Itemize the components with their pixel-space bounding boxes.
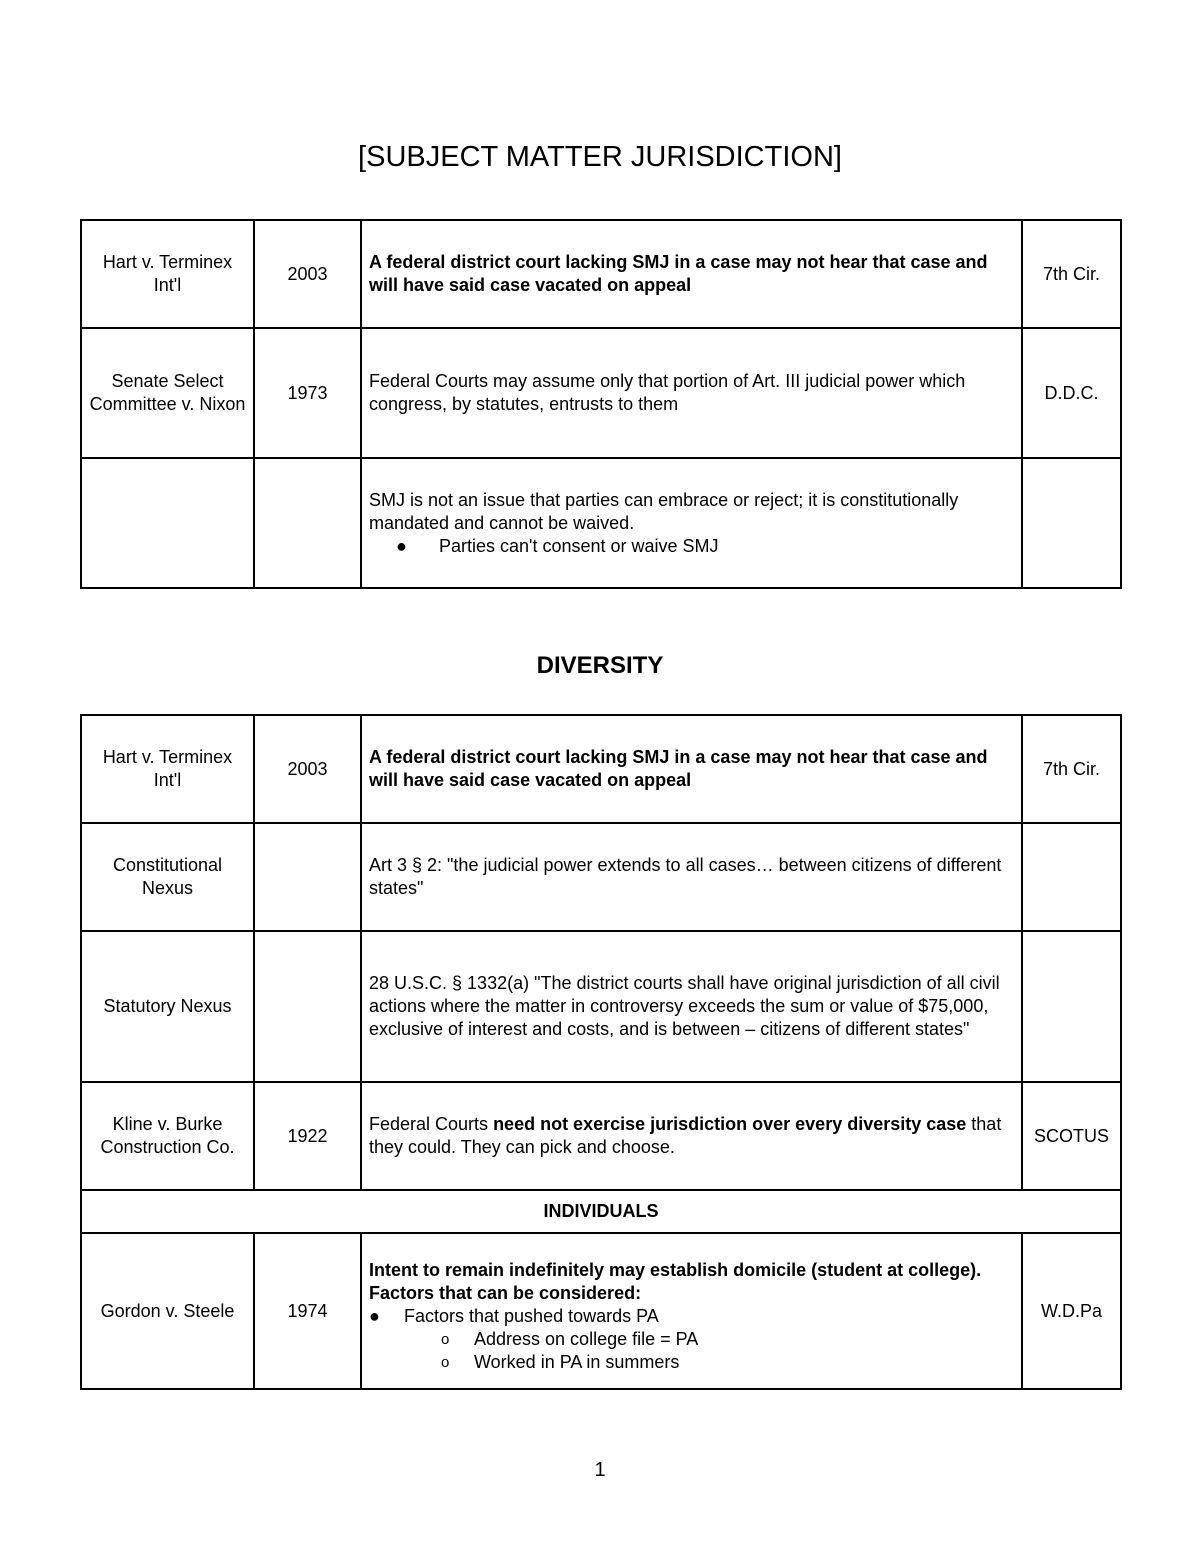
case-year: 1974 <box>254 1233 361 1389</box>
case-court: W.D.Pa <box>1022 1233 1121 1389</box>
circle-bullet-icon: o <box>441 1330 450 1348</box>
list-item <box>369 1305 1014 1328</box>
bullet-text: Parties can't consent or waive SMJ <box>439 535 719 556</box>
case-holding: 28 U.S.C. § 1332(a) "The district courts shall have original jurisdiction of all civil actions where the matter in controversy exceeds the sum or value of $75,000, exclusive of interest and costs, and is between – citizens of different states" <box>361 931 1022 1082</box>
case-holding: Art 3 § 2: "the judicial power extends to all cases… between citizens of different states" <box>361 823 1022 931</box>
sub-bullet-list <box>369 1328 1014 1374</box>
table-row <box>81 823 1121 931</box>
table-subheading-row <box>81 1190 1121 1233</box>
holding-text: Federal Courts <box>369 1114 494 1134</box>
list-item <box>369 1351 1014 1374</box>
table-row <box>81 220 1121 328</box>
bullet-icon: ● <box>396 535 407 556</box>
table-row <box>81 715 1121 823</box>
case-court <box>1022 823 1121 931</box>
case-year: 2003 <box>254 220 361 328</box>
table-row <box>81 1082 1121 1190</box>
bullet-text: Factors that pushed towards PA <box>404 1305 659 1326</box>
page-title: [SUBJECT MATTER JURISDICTION] <box>358 141 842 173</box>
case-year <box>254 458 361 588</box>
case-name: Kline v. Burke Construction Co. <box>81 1082 254 1190</box>
list-item <box>369 1328 1014 1351</box>
bullet-icon: ● <box>369 1305 380 1326</box>
case-court: 7th Cir. <box>1022 220 1121 328</box>
case-name: Gordon v. Steele <box>81 1233 254 1389</box>
circle-bullet-icon: o <box>441 1353 450 1371</box>
page-number: 1 <box>594 1459 606 1481</box>
case-name: Statutory Nexus <box>81 931 254 1082</box>
case-name: Hart v. Terminex Int'l <box>81 220 254 328</box>
holding-emphasis: need not exercise jurisdiction over every diversity case <box>493 1114 967 1134</box>
table-row <box>81 1233 1121 1389</box>
table-row <box>81 328 1121 458</box>
case-court <box>1022 931 1121 1082</box>
case-name: Constitutional Nexus <box>81 823 254 931</box>
table-row <box>81 931 1121 1082</box>
case-year <box>254 931 361 1082</box>
case-holding: Federal Courts may assume only that portion of Art. III judicial power which congress, by statutes, entrusts to them <box>361 328 1022 458</box>
case-holding: A federal district court lacking SMJ in a case may not hear that case and will have said case vacated on appeal <box>361 715 1022 823</box>
bullet-text: Address on college file = PA <box>474 1328 699 1349</box>
section-title: DIVERSITY <box>536 652 664 679</box>
holding-text: that they could. They can pick and choose. <box>369 1114 1002 1157</box>
smj-table <box>80 219 1122 589</box>
bullet-text: Worked in PA in summers <box>474 1351 680 1372</box>
list-item <box>369 535 1014 558</box>
case-court <box>1022 458 1121 588</box>
case-year: 2003 <box>254 715 361 823</box>
case-year: 1922 <box>254 1082 361 1190</box>
case-holding: A federal district court lacking SMJ in a case may not hear that case and will have said case vacated on appeal <box>361 220 1022 328</box>
case-holding-cell <box>361 1082 1022 1190</box>
case-holding-cell <box>361 458 1022 588</box>
case-year <box>254 823 361 931</box>
case-name: Senate Select Committee v. Nixon <box>81 328 254 458</box>
bullet-list <box>369 535 1014 558</box>
diversity-table <box>80 714 1122 1390</box>
case-holding: Intent to remain indefinitely may establish domicile (student at college). Factors that can be considered: <box>369 1259 982 1303</box>
case-court: D.D.C. <box>1022 328 1121 458</box>
case-holding-cell <box>361 1233 1022 1389</box>
case-year: 1973 <box>254 328 361 458</box>
case-name <box>81 458 254 588</box>
bullet-list <box>369 1305 1014 1328</box>
case-court: 7th Cir. <box>1022 715 1121 823</box>
subheading-individuals: INDIVIDUALS <box>81 1190 1121 1233</box>
case-court: SCOTUS <box>1022 1082 1121 1190</box>
table-row <box>81 458 1121 588</box>
case-name: Hart v. Terminex Int'l <box>81 715 254 823</box>
case-holding: SMJ is not an issue that parties can embrace or reject; it is constitutionally mandated and cannot be waived. <box>369 489 959 533</box>
